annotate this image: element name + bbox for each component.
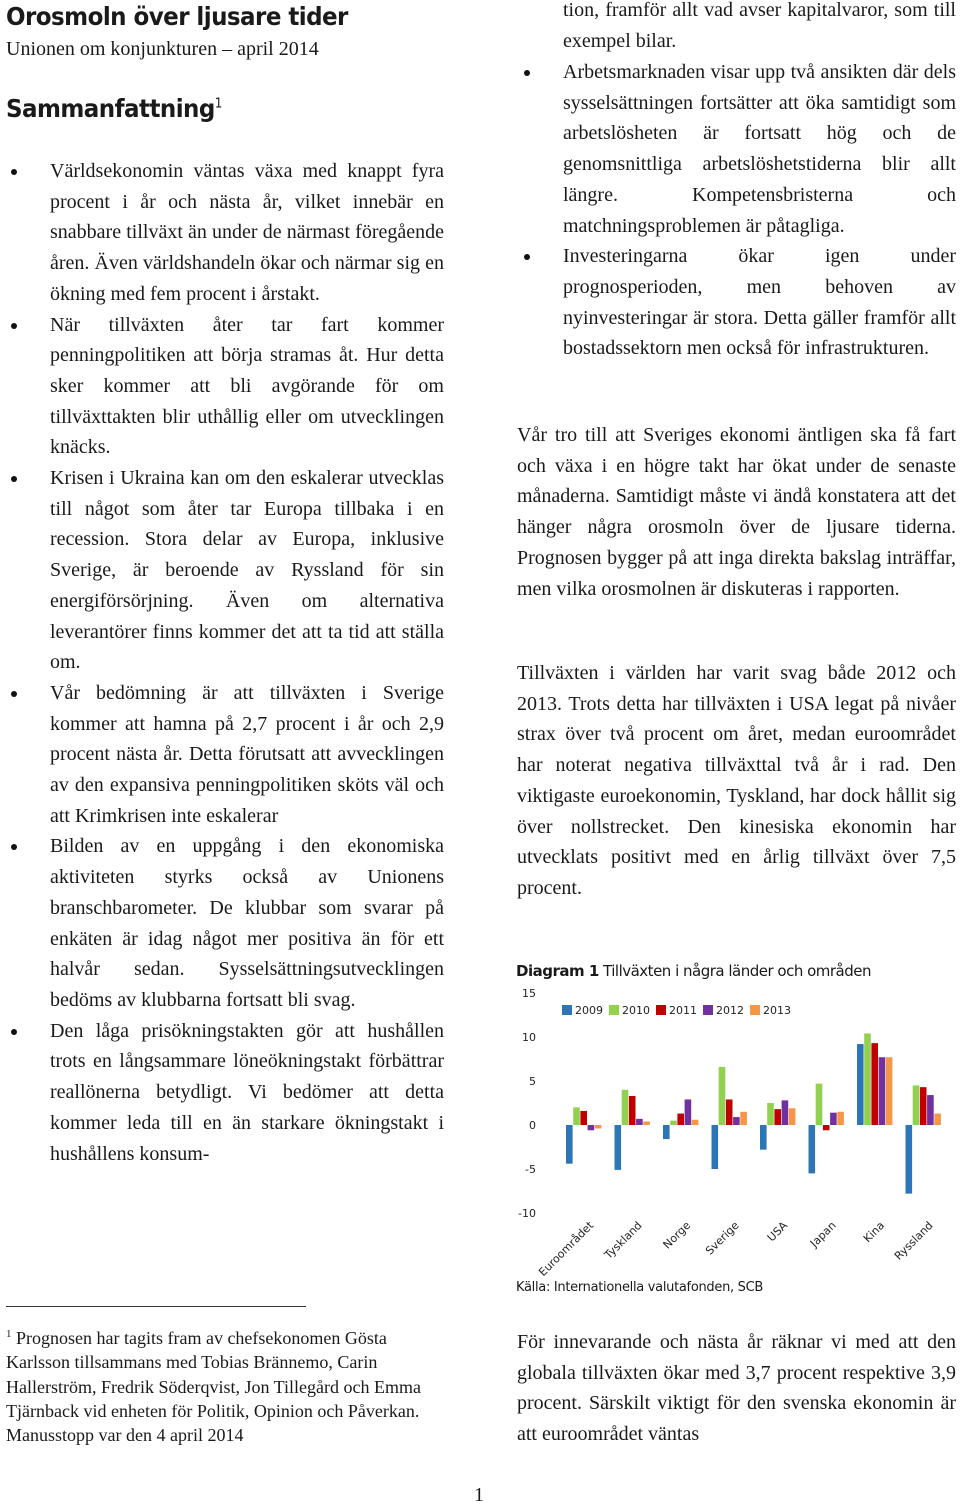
summary-heading xyxy=(6,94,222,123)
growth-bar-chart xyxy=(510,982,960,1282)
chart-bar xyxy=(913,1085,920,1125)
chart-bar xyxy=(566,1125,573,1164)
chart-bar xyxy=(886,1057,893,1125)
chart-bar xyxy=(823,1125,830,1130)
legend-swatch xyxy=(703,1005,713,1015)
body-paragraph: För innevarande och nästa år räknar vi med att den globala tillväxten ökar med 3,7 procent respektive 3,9 procent. Särskilt viktigt för den svenska ekonomin är att euroområdet väntas xyxy=(517,1331,956,1446)
continued-bullet-text: tion, framför allt vad avser kapitalvaror, som till exempel bilar. xyxy=(563,0,956,52)
chart-bar xyxy=(837,1112,844,1125)
x-tick-label: USA xyxy=(764,1218,791,1245)
legend-swatch xyxy=(750,1005,760,1015)
footnote xyxy=(6,1322,446,1447)
chart-bar xyxy=(816,1084,823,1125)
summary-heading-text: Sammanfattning xyxy=(6,94,215,123)
summary-bullet: Bilden av en uppgång i den ekonomiska aktiviteten styrks också av Unionens branschbarometer. De klubbar som svarar på enkäten är idag något mer positiva än för ett halvår sedan. Sysselsättningsutvecklingen bedöms av klubbarna fortsatt bli svag. xyxy=(6,831,444,1015)
footnote-separator xyxy=(6,1306,306,1307)
y-tick-label: -5 xyxy=(525,1163,536,1176)
chart-caption-text: Tillväxten i några länder och områden xyxy=(598,962,872,980)
summary-bullet: Investeringarna ökar igen under prognosperioden, men behoven av nyinvesteringar är stora. Detta gäller framför allt bostadssektorn men också för infrastrukturen. xyxy=(519,241,956,364)
summary-bullet: Arbetsmarknaden visar upp två ansikten där dels sysselsättningen fortsätter att öka samtidigt som arbetslösheten är fortsatt hög och de genomsnittliga arbetslöshetstiderna blir allt längre. Kompetensbristerna och matchningsproblemen är påtagliga. xyxy=(519,57,956,241)
chart-bar xyxy=(643,1121,650,1125)
chart-bar xyxy=(573,1107,580,1125)
summary-bullet: Världsekonomin väntas växa med knappt fyra procent i år och nästa år, vilket innebär en snabbare tillväxt än under de närmast föregående åren. Även världshandeln ökar och närmar sig en ökning med fem procent i årstakt. xyxy=(6,156,444,310)
body-paragraph: Tillväxten i världen har varit svag både 2012 och 2013. Trots detta har tillväxten i USA legat på nivåer strax över två procent om året, medan euroområdet har noterat negativa tillväxttal två år i rad. Den viktigaste euroekonomin, Tyskland, har dock hållit sig över nollstrecket. Den kinesiska ekonomin har utvecklats positivt med en årlig tillväxt över 7,5 procent. xyxy=(517,662,956,899)
chart-bar xyxy=(906,1125,913,1194)
chart-bar xyxy=(580,1111,587,1125)
footnote-mark: 1 xyxy=(6,1328,12,1340)
y-tick-label: 5 xyxy=(529,1075,536,1088)
chart-bar xyxy=(740,1112,747,1125)
body-paragraph: Vår tro till att Sveriges ekonomi äntligen ska få fart och växa i en högre takt har ökat under de senaste månaderna. Samtidigt måste vi ändå konstatera att det hänger några orosmoln över de ljusare tiderna. Prognosen bygger på att inga direkta bakslag inträffar, men vilka orosmolnen är diskuteras i rapporten. xyxy=(517,424,956,600)
x-tick-label: Ryssland xyxy=(891,1218,936,1263)
chart-bar xyxy=(809,1125,816,1173)
chart-bar xyxy=(692,1120,699,1125)
chart-bar xyxy=(920,1087,927,1125)
chart-bar xyxy=(595,1125,602,1129)
chart-bar xyxy=(927,1095,934,1125)
chart-bar xyxy=(677,1114,684,1125)
x-tick-label: Japan xyxy=(807,1218,839,1250)
x-tick-label: Euroområdet xyxy=(536,1218,597,1279)
footnote-text: Prognosen har tagits fram av chefsekonomen Gösta Karlsson tillsammans med Tobias Brännemo, Carin Hallerström, Fredrik Söderqvist, Jon Tillegård och Emma Tjärnback vid enheten för Politik, Opinion och Påverkan. Manusstopp var den 4 april 2014 xyxy=(6,1328,421,1446)
chart-bar xyxy=(857,1044,864,1125)
legend-label: 2012 xyxy=(716,1004,744,1017)
y-tick-label: 10 xyxy=(522,1031,536,1044)
chart-bar xyxy=(685,1099,692,1125)
chart-bar xyxy=(719,1067,726,1125)
x-tick-label: Tyskland xyxy=(601,1218,645,1262)
y-tick-label: -10 xyxy=(518,1207,536,1220)
chart-bar xyxy=(767,1103,774,1125)
x-tick-label: Kina xyxy=(860,1218,888,1246)
summary-bullet: Vår bedömning är att tillväxten i Sverige kommer att hamna på 2,7 procent i år och 2,9 procent nästa år. Detta förutsatt att avvecklingen av den expansiva penningpolitiken sköts väl och att Krimkrisen inte eskalerar xyxy=(6,678,444,832)
chart-bar xyxy=(726,1099,733,1125)
chart-bar xyxy=(789,1108,796,1125)
summary-bullet: När tillväxten åter tar fart kommer penningpolitiken att börja stramas åt. Hur detta sker kommer att bli avgörande för om tillväxttakten blir uthållig eller om utvecklingen knäcks. xyxy=(6,310,444,464)
chart-caption xyxy=(516,962,871,980)
chart-bar xyxy=(636,1119,643,1125)
chart-bar xyxy=(615,1125,622,1170)
chart-bar xyxy=(733,1117,740,1125)
y-tick-label: 15 xyxy=(522,987,536,1000)
summary-bullet: Krisen i Ukraina kan om den eskalerar utvecklas till något som åter tar Europa tillbaka i en recession. Stora delar av Europa, inklusive Sverige, är beroende av Ryssland för sin energiförsörjning. Även om alternativa leverantörer finns kommer det att ta tid att ställa om. xyxy=(6,463,444,678)
legend-label: 2013 xyxy=(763,1004,791,1017)
chart-bar xyxy=(629,1096,636,1125)
summary-bullets-right xyxy=(519,57,956,364)
chart-bar xyxy=(760,1125,767,1150)
chart-bar xyxy=(712,1125,719,1169)
legend-swatch xyxy=(562,1005,572,1015)
x-tick-label: Norge xyxy=(660,1218,694,1252)
chart-bar xyxy=(663,1125,670,1139)
chart-bar xyxy=(864,1033,871,1125)
document-title: Orosmoln över ljusare tider xyxy=(6,2,348,31)
chart-bar xyxy=(879,1057,886,1125)
summary-bullet: Den låga prisökningstakten gör att hushållen trots en långsammare löneökningstakt förbättrar reallönerna betydligt. Vi bedömer att detta kommer leda till en än starkare ökningstakt i hushållens konsum- xyxy=(6,1016,444,1170)
page-number: 1 xyxy=(474,1484,484,1506)
chart-bar xyxy=(622,1090,629,1125)
legend-label: 2009 xyxy=(575,1004,603,1017)
legend-label: 2010 xyxy=(622,1004,650,1017)
chart-bar xyxy=(588,1125,595,1130)
legend-swatch xyxy=(609,1005,619,1015)
chart-caption-label: Diagram 1 xyxy=(516,962,599,980)
summary-bullets-left xyxy=(6,156,444,1169)
legend-swatch xyxy=(656,1005,666,1015)
y-tick-label: 0 xyxy=(529,1119,536,1132)
footnote-reference: 1 xyxy=(214,96,222,112)
chart-bar xyxy=(934,1114,941,1125)
document-subtitle: Unionen om konjunkturen – april 2014 xyxy=(6,38,319,60)
chart-bar xyxy=(830,1113,837,1125)
x-tick-label: Sverige xyxy=(703,1218,742,1258)
chart-source: Källa: Internationella valutafonden, SCB xyxy=(516,1280,764,1295)
chart-bar xyxy=(774,1109,781,1125)
chart-bar xyxy=(670,1121,677,1125)
legend-label: 2011 xyxy=(669,1004,697,1017)
chart-bar xyxy=(871,1043,878,1125)
chart-bar xyxy=(782,1100,789,1125)
